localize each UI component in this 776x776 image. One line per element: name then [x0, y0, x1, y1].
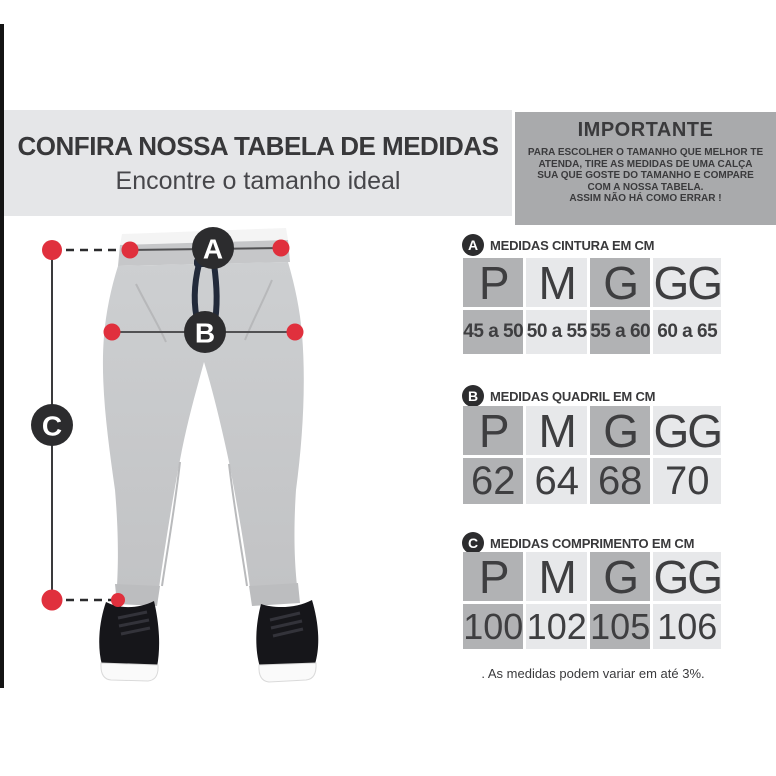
joggers-illustration: [99, 228, 318, 682]
important-line: COM A NOSSA TABELA.: [587, 181, 704, 193]
red-dot: [287, 324, 304, 341]
section-badge-b: B: [462, 385, 484, 407]
section-badge-c: C: [462, 532, 484, 554]
size-value: 105: [590, 604, 650, 649]
shoe-left: [99, 601, 159, 667]
cuff-right: [249, 583, 300, 606]
header-banner: [4, 110, 512, 216]
section-title-comprimento: MEDIDAS COMPRIMENTO EM CM: [490, 535, 695, 551]
important-line: ASSIM NÃO HÁ COMO ERRAR !: [569, 193, 722, 205]
size-header: M: [526, 406, 586, 455]
joggers-measurement-diagram: [18, 222, 450, 700]
marker-label-c: C: [41, 410, 63, 442]
size-header: G: [590, 406, 650, 455]
red-dot: [122, 242, 139, 259]
size-value: 62: [463, 458, 523, 504]
marker-label-a: A: [202, 233, 224, 265]
size-value: 50 a 55: [526, 310, 586, 354]
red-dot: [273, 240, 290, 257]
red-dot: [42, 590, 63, 611]
size-header: GG: [653, 550, 721, 603]
size-header: GG: [653, 404, 721, 457]
size-header: GG: [653, 256, 721, 309]
size-value: 106: [653, 604, 721, 649]
page-subtitle: Encontre o tamanho ideal: [115, 166, 401, 195]
section-title-cintura: MEDIDAS CINTURA EM CM: [490, 237, 655, 253]
size-value: 55 a 60: [590, 310, 650, 354]
section-label-cintura: [462, 234, 654, 256]
red-dot: [111, 593, 125, 607]
important-line: SUA QUE GOSTE DO TAMANHO E COMPARE: [537, 170, 754, 182]
size-header: G: [590, 552, 650, 601]
section-title-quadril: MEDIDAS QUADRIL EM CM: [490, 388, 656, 404]
size-header: G: [590, 258, 650, 307]
red-dot: [42, 240, 62, 260]
size-value: 68: [590, 458, 650, 504]
size-value: 45 a 50: [463, 310, 523, 354]
page-title: CONFIRA NOSSA TABELA DE MEDIDAS: [17, 130, 499, 161]
shoe-left-sole: [101, 663, 158, 681]
marker-label-b: B: [194, 317, 216, 349]
size-value: 100: [463, 604, 523, 649]
size-value: 64: [526, 458, 586, 504]
size-value: 70: [653, 458, 721, 504]
red-dot: [104, 324, 121, 341]
size-table-quadril: [463, 406, 721, 504]
important-line: PARA ESCOLHER O TAMANHO QUE MELHOR TE: [527, 147, 764, 158]
footnote: . As medidas podem variar em até 3%.: [481, 666, 705, 681]
pants-body: [103, 262, 304, 588]
size-value: 60 a 65: [653, 310, 721, 354]
size-header: M: [526, 258, 586, 307]
important-title: IMPORTANTE: [577, 119, 714, 141]
size-table-cintura: [463, 258, 721, 354]
important-line: ATENDA, TIRE AS MEDIDAS DE UMA CALÇA: [538, 158, 753, 170]
shoe-right-sole: [259, 663, 316, 682]
size-value: 102: [526, 604, 586, 649]
size-header: P: [463, 552, 523, 601]
size-header: M: [526, 552, 586, 601]
size-table-comprimento: [463, 552, 721, 649]
size-header: P: [463, 258, 523, 307]
section-badge-a: A: [462, 234, 484, 256]
size-header: P: [463, 406, 523, 455]
important-box: [515, 112, 776, 225]
